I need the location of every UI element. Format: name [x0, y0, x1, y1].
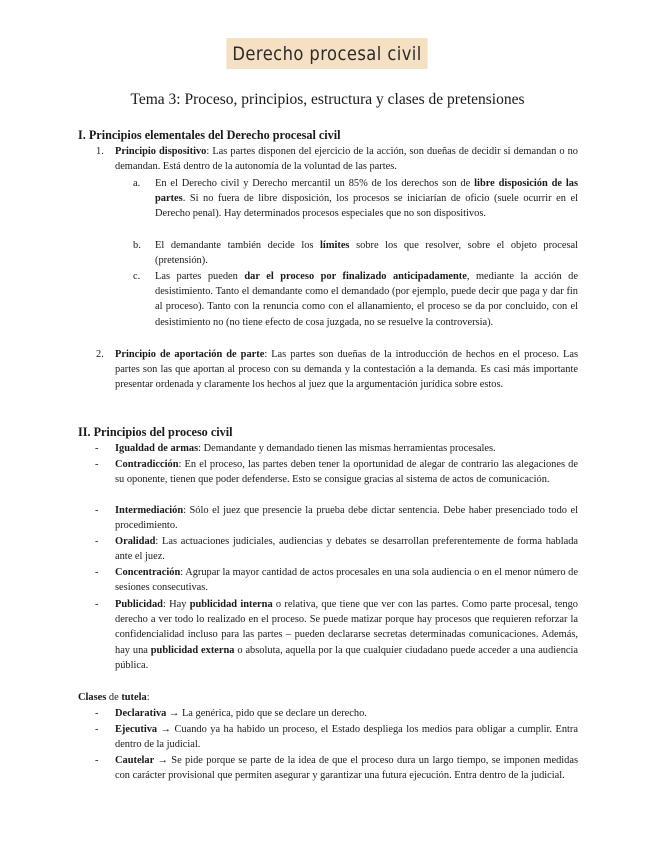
- subitem-text: El demandante también decide los: [155, 240, 321, 251]
- principle-igualdad: [115, 441, 578, 456]
- principle-dispositivo: [115, 144, 578, 174]
- principle-concentracion: [115, 565, 578, 595]
- bullet-dash: -: [95, 724, 99, 735]
- principle-bold: publicidad externa: [150, 644, 235, 656]
- principle-text: : Demandante y demandado tienen las mismas herramientas procesales.: [198, 443, 496, 454]
- subitem-text: sobre los que resolver, sobre el objeto procesal (pretensión).: [155, 240, 578, 267]
- item-number: 2.: [96, 349, 104, 360]
- tutela-term: Declarativa: [115, 708, 167, 719]
- principle-text: o absoluta, aquella por la que cualquier ciudadano puede acceder a una audiencia pública.: [115, 644, 578, 671]
- principle-publicidad: [115, 597, 578, 673]
- principle-term: Principio dispositivo: [115, 146, 207, 157]
- subitem-text: Las partes pueden: [155, 271, 245, 282]
- bullet-dash: -: [95, 536, 99, 547]
- subitem-c: [155, 269, 578, 330]
- principle-aportacion: [115, 347, 578, 393]
- subitem-bold: libre disposición de las partes: [155, 178, 578, 205]
- principle-intermediacion: [115, 503, 578, 533]
- subitem-a: [155, 176, 578, 222]
- subitem-b: [155, 238, 578, 268]
- section-1-heading: I. Principios elementales del Derecho procesal civil: [78, 128, 341, 142]
- subitem-letter: c.: [133, 271, 141, 282]
- bullet-dash: -: [95, 708, 99, 719]
- title-wrapper: [0, 38, 655, 69]
- principle-text: o relativa, que tiene que ver con las partes. Como parte procesal, tengo derecho a ver todo lo realizado en el proceso. Se puede matizar porque hay procesos que requieren reforzar la confidencialidad incluso para las partes – pueden declararse secretas determinadas comunicaciones. Además, hay una: [115, 599, 578, 656]
- principle-text: : Agrupar la mayor cantidad de actos procesales en una sola audiencia o en el menor número de sesiones consecutivas.: [115, 567, 578, 594]
- principle-text: : Las partes disponen del ejercicio de la acción, son dueñas de decidir si demandan o no demandan. Está dentro de la autonomía de la voluntad de las partes.: [115, 146, 578, 173]
- principle-term: Intermediación: [115, 505, 184, 516]
- bullet-dash: -: [95, 459, 99, 470]
- tutela-text: → La genérica, pido que se declare un derecho.: [166, 708, 367, 719]
- tutela-label: Clases: [78, 692, 107, 703]
- principle-text: : Sólo el juez que presencie la prueba debe dictar sentencia. Debe haber presenciado todo el procedimiento.: [115, 505, 578, 532]
- tutela-term: Cautelar: [115, 755, 155, 766]
- bullet-dash: -: [95, 567, 99, 578]
- tutela-declarativa: [115, 706, 578, 721]
- subitem-letter: b.: [133, 240, 141, 251]
- principle-text: : Las partes son dueñas de la introducción de hechos en el proceso. Las partes son las que aportan al proceso con su demanda y la contestación a la demanda. Es casi más importante presentar ordenada y claramente los hechos al juez que la argumentación jurídica sobre estos.: [115, 349, 578, 391]
- item-number: 1.: [96, 146, 104, 157]
- document-subtitle: Tema 3: Proceso, principios, estructura y clases de pretensiones: [130, 91, 525, 108]
- principle-term: Igualdad de armas: [115, 443, 199, 454]
- tutela-label: tutela: [121, 692, 147, 703]
- tutela-label: :: [146, 692, 150, 703]
- subitem-text: En el Derecho civil y Derecho mercantil un 85% de los derechos son de: [155, 178, 475, 189]
- subitem-letter: a.: [133, 178, 141, 189]
- tutela-heading: [78, 690, 150, 705]
- tutela-text: → Cuando ya ha habido un proceso, el Estado despliega los medios para obligar a cumplir. Entra dentro de la judicial.: [115, 724, 578, 751]
- subitem-text: , mediante la acción de desistimiento. Tanto el demandante como el demandado (por ejemplo, puede decir que paga y dar fin al proceso). Tanto con la renuncia como con el allanamiento, el proceso se da por concluido, con el desistimiento no (no tiene efecto de cosa juzgada, no se resuelve la controversia).: [155, 271, 578, 328]
- subitem-bold: dar el proceso por finalizado anticipadamente: [244, 271, 467, 282]
- principle-text: : Hay: [162, 599, 190, 610]
- principle-text: : En el proceso, las partes deben tener la oportunidad de alegar de contrario las alegaciones de su oponente, tienen que poder defenderse. Esto se consigue gracias al sistema de actos de comunicación.: [115, 459, 578, 486]
- principle-term: Publicidad: [115, 599, 163, 610]
- section-2-heading: II. Principios del proceso civil: [78, 425, 233, 439]
- bullet-dash: -: [95, 599, 99, 610]
- subitem-bold: límites: [320, 240, 350, 251]
- principle-term: Oralidad: [115, 536, 156, 547]
- tutela-term: Ejecutiva: [115, 724, 158, 735]
- principle-term: Principio de aportación de parte: [115, 349, 265, 360]
- tutela-text: → Se pide porque se parte de la idea de que el proceso dura un largo tiempo, se imponen medidas con carácter provisional que permiten asegurar y garantizar una futura ejecución. Entra dentro de la judicial.: [115, 755, 578, 782]
- bullet-dash: -: [95, 443, 99, 454]
- bullet-dash: -: [95, 755, 99, 766]
- subitem-text: . Si no fuera de libre disposición, los procesos se iniciarían de oficio (suele ocurrir en el Derecho penal). Hay determinados procesos especiales que no son dispositivos.: [155, 193, 578, 220]
- document-title: Derecho procesal civil: [227, 38, 428, 69]
- principle-term: Concentración: [115, 567, 181, 578]
- principle-contradiccion: [115, 457, 578, 487]
- principle-oralidad: [115, 534, 578, 564]
- tutela-label: de: [106, 692, 122, 703]
- principle-text: : Las actuaciones judiciales, audiencias y debates se desarrollan preferentemente de forma hablada ante el juez.: [115, 536, 578, 563]
- principle-bold: publicidad interna: [189, 599, 273, 610]
- bullet-dash: -: [95, 505, 99, 516]
- principle-term: Contradicción: [115, 459, 179, 470]
- tutela-ejecutiva: [115, 722, 578, 752]
- tutela-cautelar: [115, 753, 578, 783]
